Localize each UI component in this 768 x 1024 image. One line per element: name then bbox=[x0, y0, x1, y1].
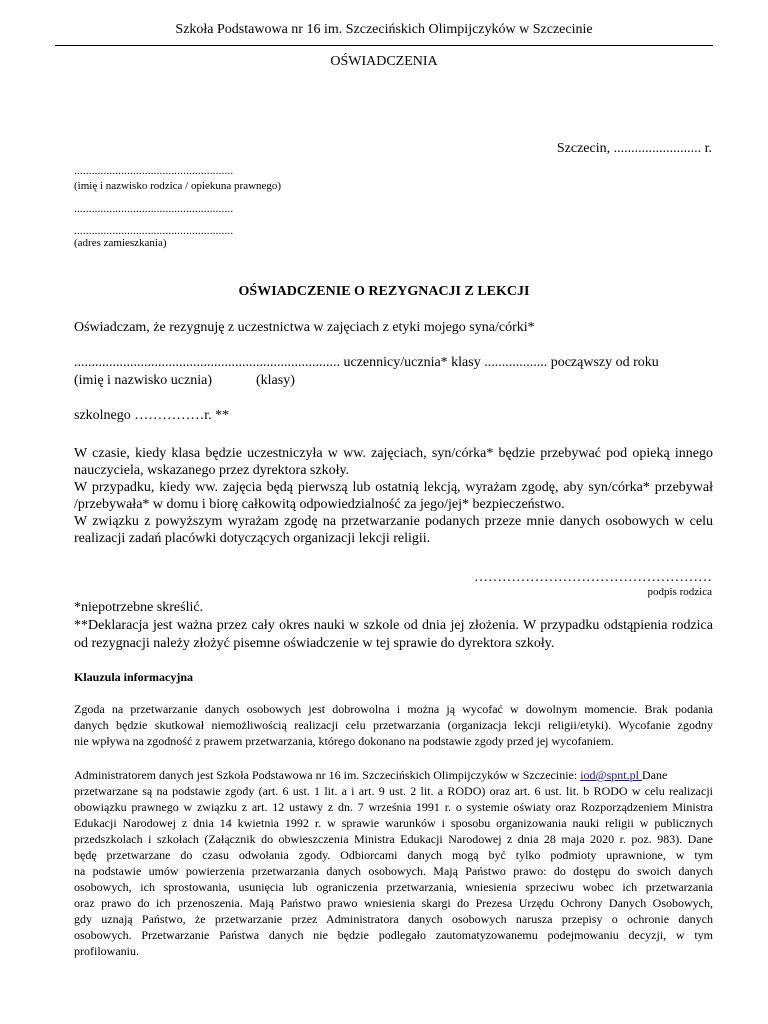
clause-line: Edukacji Narodowej z dnia 14 kwietnia 1992 r. w sprawie warunków i sposobu organizowania nauki religii w publicznych bbox=[74, 816, 713, 830]
student-name-caption: (imię i nazwisko ucznia) bbox=[74, 373, 213, 388]
address-caption: (adres zamieszkania) bbox=[74, 237, 167, 249]
clause-line: Zgoda na przetwarzanie danych osobowych jest dobrowolna i można ją wycofać w dowolnym momencie. Brak podania bbox=[74, 702, 713, 716]
clause-admin-after: Dane bbox=[641, 768, 668, 782]
address-line-1: ...................................................... bbox=[74, 203, 234, 215]
resignation-statement: Oświadczam, że rezygnuję z uczestnictwa w zajęciach z etyki mojego syna/córki* bbox=[74, 320, 535, 335]
paragraph-line: W związku z powyższym wyrażam zgodę na przetwarzanie podanych przeze mnie danych osobowych w celu bbox=[74, 514, 713, 529]
signature-line: …………………………………………… bbox=[474, 570, 712, 585]
parent-name-line: ...................................................... bbox=[74, 165, 234, 177]
footnote: **Deklaracja jest ważna przez cały okres nauki w szkole od dnia jej złożenia. W przypadku odstąpienia rodzica bbox=[74, 618, 713, 633]
footnotes bbox=[74, 599, 713, 653]
school-header: Szkoła Podstawowa nr 16 im. Szczecińskich Olimpijczyków w Szczecinie bbox=[175, 22, 593, 37]
paragraph-line: realizacji zadań placówki dotyczących organizacji lekcji religii. bbox=[74, 531, 431, 546]
address-line-2: ...................................................... bbox=[74, 225, 234, 237]
clause-line: przedszkolach i szkołach (Załącznik do obwieszczenia Ministra Edukacji Narodowej z dnia 28 maja 2020 r. poz. 983). Dane bbox=[74, 832, 713, 846]
place-date-field: Szczecin, ......................... r. bbox=[556, 141, 712, 156]
school-year-line: szkolnego ……………r. ** bbox=[74, 408, 230, 423]
paragraph-line: /przebywała* w domu i biorę całkowitą odpowiedzialność za jego/jej* bezpieczeństwo. bbox=[74, 497, 565, 512]
clause-line: danych będzie skutkował niemożliwością realizacji celu przetwarzania (organizacja lekcji religii/etyki). Wycofanie zgodny bbox=[74, 718, 713, 732]
clause-line: na podstawie umów powierzenia przetwarzania danych osobowych. Mają Państwo prawo: do dostępu do swoich danych bbox=[74, 864, 713, 878]
clause-line: przetwarzane są na podstawie zgody (art. 6 ust. 1 lit. a i art. 9 ust. 2 lit. a RODO) oraz art. 6 ust. lit. b RODO w celu realizacji bbox=[74, 784, 713, 798]
clause-line: oraz prawo do ich przenoszenia. Mają Państwo prawo wniesienia skargi do Prezesa Urzędu Ochrony Danych Osobowych, bbox=[74, 896, 713, 910]
clause-line: gdy uznają Państwo, że przetwarzanie przez Administratora danych osobowych narusza przepisy o ochronie danych bbox=[74, 912, 713, 926]
clause-paragraph-2 bbox=[74, 767, 713, 959]
clause-line bbox=[74, 767, 713, 783]
consent-paragraph bbox=[74, 445, 713, 547]
document-type: OŚWIADCZENIA bbox=[330, 54, 438, 69]
clause-paragraph-1 bbox=[74, 701, 713, 749]
paragraph-line: W przypadku, kiedy ww. zajęcia będą pierwszą lub ostatnią lekcją, wyrażam zgodę, aby syn/córka* przebywał bbox=[74, 480, 713, 495]
clause-title: Klauzula informacyjna bbox=[74, 670, 193, 684]
student-class-caption: (klasy) bbox=[256, 373, 295, 388]
student-line: ............................................................................ uczennicy/ucznia* klasy .................. począwszy od roku bbox=[74, 355, 659, 370]
parent-name-caption: (imię i nazwisko rodzica / opiekuna prawnego) bbox=[74, 180, 282, 192]
clause-line: osobowych, ich sprostowania, usunięcia lub ograniczenia przetwarzania, wniesienia sprzeciwu wobec ich przetwarzania bbox=[74, 880, 713, 894]
paragraph-line: nauczyciela, wskazanego przez dyrektora szkoły. bbox=[74, 463, 350, 478]
clause-line: profilowaniu. bbox=[74, 944, 139, 958]
clause-line: obowiązku prawnego w związku z art. 12 ustawy z dn. 7 września 1991 r. o systemie oświaty oraz Rozporządzeniem Ministra bbox=[74, 800, 713, 814]
clause-admin-text: Administratorem danych jest Szkoła Podstawowa nr 16 im. Szczecińskich Olimpijczyków w Szczecinie: bbox=[74, 768, 581, 782]
header-divider bbox=[55, 45, 713, 46]
paragraph-line: W czasie, kiedy klasa będzie uczestniczyła w ww. zajęciach, syn/córka* będzie przebywać pod opieką innego bbox=[74, 446, 713, 461]
iod-email-link[interactable]: iod@spnt.pl bbox=[580, 768, 642, 782]
clause-line: osobowych. Przetwarzanie Państwa danych nie będzie podlegało zautomatyzowanemu podejmowaniu decyzji, w tym bbox=[74, 928, 713, 942]
signature-caption: podpis rodzica bbox=[647, 586, 712, 598]
clause-line: nie wpływa na zgodność z prawem przetwarzania, którego dokonano na podstawie zgody przed jej wycofaniem. bbox=[74, 734, 614, 748]
clause-line: będę przetwarzane do czasu odwołania zgody. Odbiorcami danych mogą być tylko podmioty uprawnione, w tym bbox=[74, 848, 713, 862]
document-title: OŚWIADCZENIE O REZYGNACJI Z LEKCJI bbox=[238, 284, 530, 299]
footnote: *niepotrzebne skreślić. bbox=[74, 600, 204, 615]
footnote: od rezygnacji należy złożyć pisemne oświadczenie w tej sprawie do dyrektora szkoły. bbox=[74, 636, 555, 651]
